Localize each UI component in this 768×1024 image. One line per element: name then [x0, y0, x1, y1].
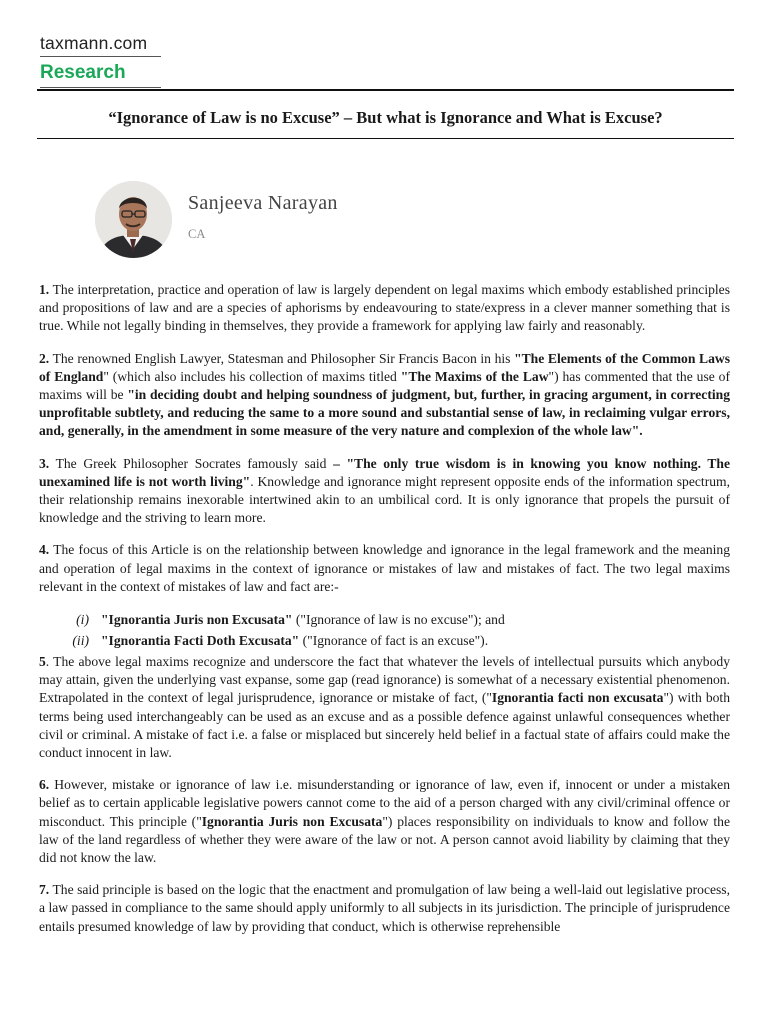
paragraph-text: ") with both terms being used interchangeably can be used as an excuse and as a possible defence against unlawful consequences whether civil or criminal. A mistake of fact i.e. a false or misplaced but sincerely held belief in a factual state of affairs could make the conduct innocent in law.	[39, 690, 730, 761]
paragraph-text: However, mistake or ignorance of law i.e. misunderstanding or ignorance of law, even if, innocent or under a mistaken belief as to certain applicable legislative powers cannot come to the aid of a person charged with any civil/criminal offence or misconduct. This principle ("	[39, 777, 730, 829]
list-numeral: (i)	[76, 612, 89, 628]
quotation: – "The only true wisdom is in knowing you know nothing. The unexamined life is not worth living"	[39, 455, 731, 489]
paragraph-text: ") has commented that the use of maxims will be	[39, 368, 730, 403]
paragraph-number: 4.	[39, 542, 50, 558]
paragraph-text: The renowned English Lawyer, Statesman and Philosopher Sir Francis Bacon in his	[49, 350, 515, 366]
paragraph-5	[39, 653, 730, 762]
author-photo-icon	[95, 181, 172, 258]
list-item	[39, 609, 730, 630]
article-body	[39, 281, 730, 950]
paragraph-number: 5	[39, 654, 46, 670]
title-top-rule	[37, 89, 734, 91]
paragraph-2	[39, 350, 730, 441]
paragraph-number: 7.	[39, 882, 50, 898]
brand-site-name: taxmann.com	[40, 33, 148, 53]
book-title: "The Elements of the Common Laws of England	[39, 350, 730, 384]
author-avatar	[95, 181, 172, 258]
paragraph-text: . The above legal maxims recognize and underscore the fact that whatever the levels of intellectual pursuits which anybody may attain, given the underlying vast expanse, some gap (read ignorance) is somewhat of a necessary existential phenomenon. Extrapolated in the context of legal jurisprudence, ignorance or mistake of fact, ("	[39, 654, 730, 706]
quotation: "in deciding doubt and helping soundness of judgment, but, further, in gracing argument, in correcting unprofitable subtlety, and reducing the same to a more sound and substantial sense of law, in reclaiming vulgar errors, and, generally, in the amendment in some measure of the very nature and complexion of the whole law".	[39, 387, 731, 439]
brand-divider	[40, 56, 161, 57]
maxim-name: Ignorantia Juris non Excusata	[201, 813, 383, 829]
brand-logo[interactable]	[40, 32, 165, 88]
maxim-name: Ignorantia facti non excusata	[491, 690, 664, 706]
maxim-meaning: ("Ignorance of law is no excuse"); and	[292, 612, 505, 628]
paragraph-number: 6.	[39, 777, 50, 793]
maxim-meaning: ("Ignorance of fact is an excuse").	[299, 633, 489, 649]
paragraph-text: " (which also includes his collection of maxims titled	[103, 368, 401, 384]
paragraph-4	[39, 541, 730, 596]
maxims-list	[39, 609, 730, 651]
paragraph-number: 2.	[39, 350, 50, 366]
maxim-name: "Ignorantia Juris non Excusata"	[101, 612, 293, 628]
author-name: Sanjeeva Narayan	[188, 192, 338, 214]
maxim-name: "Ignorantia Facti Doth Excusata"	[101, 633, 300, 649]
paragraph-number: 3.	[39, 455, 50, 471]
brand-section-label: Research	[40, 62, 126, 83]
list-item	[39, 630, 730, 651]
title-bottom-rule	[37, 138, 734, 139]
paragraph-7	[39, 881, 730, 936]
author-designation: CA	[188, 227, 206, 241]
paragraph-3	[39, 455, 730, 528]
paragraph-text: The Greek Philosopher Socrates famously said	[49, 455, 334, 471]
article-title: “Ignorance of Law is no Excuse” – But what is Ignorance and What is Excuse?	[108, 108, 663, 127]
brand-divider-lower	[40, 87, 161, 88]
paragraph-6	[39, 776, 730, 867]
paragraph-1	[39, 281, 730, 336]
paragraph-number: 1.	[39, 282, 50, 297]
paragraph-text: The focus of this Article is on the relationship between knowledge and ignorance in the legal framework and the meaning and operation of legal maxims in the context of ignorance or mistakes of law and mistakes of fact. The two legal maxims relevant in the context of mistakes of law and fact are:-	[39, 542, 730, 594]
paragraph-text: ") places responsibility on individuals to know and follow the law of the land regardless of whether they were aware of the law or not. A person cannot avoid liability by claiming that they did not know the law.	[39, 813, 731, 866]
list-numeral: (ii)	[72, 633, 89, 649]
book-title: "The Maxims of the Law	[400, 368, 549, 384]
paragraph-text: The interpretation, practice and operation of law is largely dependent on legal maxims which embody established principles and propositions of law and are a species of aphorisms by endeavouring to state/express in a clever manner something that is true. While not legally binding in themselves, they provide a framework for applying law fairly and reasonably.	[39, 282, 730, 334]
paragraph-text: The said principle is based on the logic that the enactment and promulgation of law being a well-laid out legislative process, a law passed in compliance to the same should apply uniformly to all subjects in its jurisdiction. The principle of jurisprudence entails presumed knowledge of law by providing that conduct, which is otherwise reprehensible	[39, 882, 730, 934]
paragraph-text: . Knowledge and ignorance might represent opposite ends of the information spectrum, their relationship remains inexorable intertwined akin to an umbilical cord. It is only ignorance that propels the pursuit of knowledge and the striving to learn more.	[39, 473, 730, 526]
